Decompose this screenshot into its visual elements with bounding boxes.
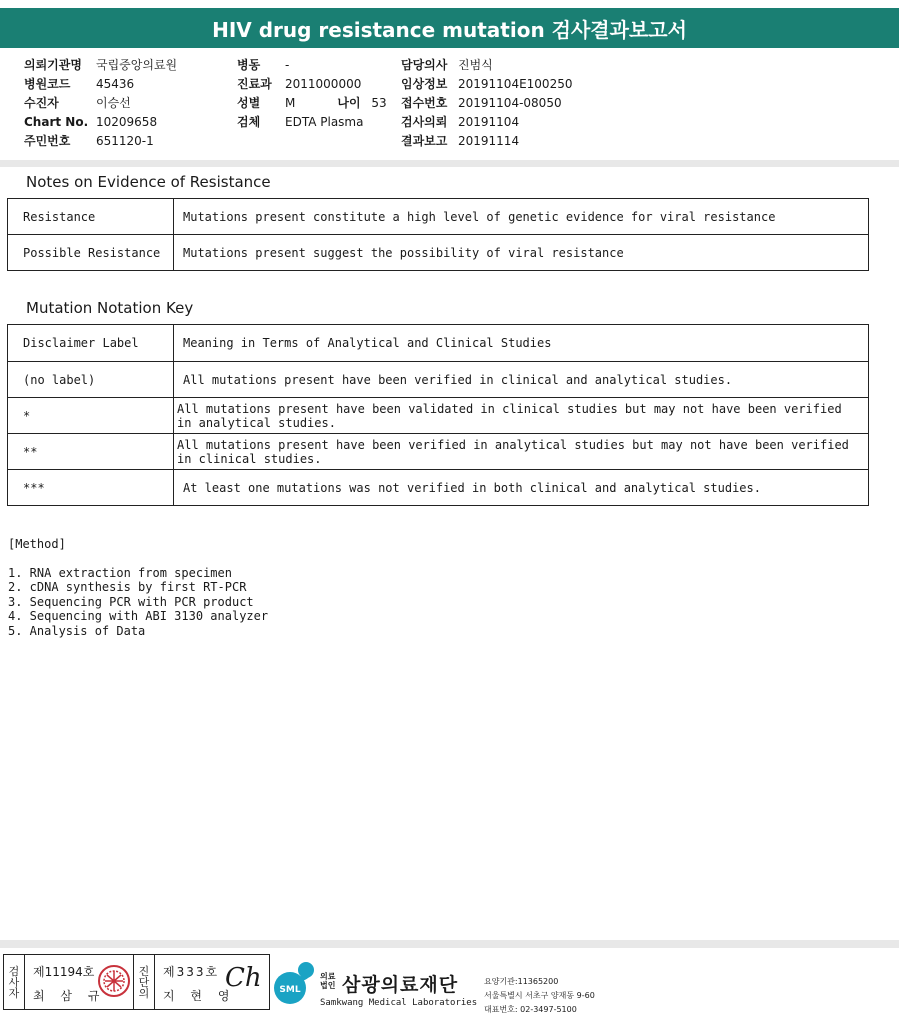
notation-meaning: All mutations present have been verified in clinical and analytical studies. xyxy=(174,362,869,398)
info-label: 진료과 xyxy=(237,77,272,91)
reviewer-name: 지 현 영 xyxy=(163,989,236,1003)
info-value: 국립중앙의료원 xyxy=(96,58,178,72)
info-row-test-request-date xyxy=(401,113,572,132)
info-label: 결과보고 xyxy=(401,134,448,148)
method-heading: [Method] xyxy=(8,537,66,551)
notation-label: ** xyxy=(8,434,174,470)
info-value: EDTA Plasma xyxy=(285,115,364,129)
info-row-receipt-number xyxy=(401,94,572,113)
examiner-name: 최 삼 규 xyxy=(33,989,106,1003)
info-value: 651120-1 xyxy=(96,134,154,148)
evidence-table xyxy=(7,198,869,271)
handwritten-signature: Ch xyxy=(225,963,262,993)
table-row xyxy=(8,199,869,235)
sml-logo-icon xyxy=(270,958,318,1006)
table-header-row xyxy=(8,325,869,362)
section-divider xyxy=(0,160,899,167)
org-type: 의료 법인 xyxy=(320,972,336,990)
evidence-meaning: Mutations present suggest the possibility of viral resistance xyxy=(174,235,869,271)
reviewer-cell xyxy=(155,955,269,1009)
method-section xyxy=(8,537,268,638)
info-row-physician xyxy=(401,56,572,75)
info-label: Chart No. xyxy=(24,115,89,129)
info-label: 검사의뢰 xyxy=(401,115,448,129)
svg-text:SML: SML xyxy=(279,985,301,995)
info-value: - xyxy=(285,58,290,72)
table-row xyxy=(8,470,869,506)
org-name-english: Samkwang Medical Laboratories xyxy=(320,998,478,1008)
table-row xyxy=(8,362,869,398)
examiner-cell xyxy=(25,955,134,1009)
info-value: 20191114 xyxy=(458,134,520,148)
notation-section-title: Mutation Notation Key xyxy=(26,299,194,317)
reviewer-label: 진 단 의 xyxy=(134,955,155,1009)
info-label: 병원코드 xyxy=(24,77,71,91)
notation-label: *** xyxy=(8,470,174,506)
evidence-label: Resistance xyxy=(8,199,174,235)
info-row-chart-no xyxy=(24,113,177,132)
info-value: 2011000000 xyxy=(285,77,362,91)
notation-header-label: Disclaimer Label xyxy=(8,325,174,362)
age-label: 나이 xyxy=(337,96,361,110)
info-value: 20191104E100250 xyxy=(458,77,573,91)
patient-info-column-c xyxy=(401,56,572,151)
notation-meaning: All mutations present have been validated in clinical studies but may not have been verified in analytical studies. xyxy=(174,398,869,434)
notation-meaning: At least one mutations was not verified in both clinical and analytical studies. xyxy=(174,470,869,506)
footer-divider xyxy=(0,940,899,948)
info-label: 검체 xyxy=(237,115,261,129)
notation-label: (no label) xyxy=(8,362,174,398)
method-step: 1. RNA extraction from specimen xyxy=(8,565,232,580)
notation-label: * xyxy=(8,398,174,434)
method-step: 3. Sequencing PCR with PCR product xyxy=(8,594,254,609)
lab-phone: 대표번호: 02-3497-5100 xyxy=(484,1005,577,1014)
table-row xyxy=(8,398,869,434)
method-step: 2. cDNA synthesis by first RT-PCR xyxy=(8,580,247,594)
info-value: 이승선 xyxy=(96,96,131,110)
patient-info-column-b xyxy=(237,56,387,132)
notation-header-meaning: Meaning in Terms of Analytical and Clinical Studies xyxy=(174,325,869,362)
info-label: 주민번호 xyxy=(24,134,71,148)
info-value: 20191104-08050 xyxy=(458,96,562,110)
info-row-report-date xyxy=(401,132,572,151)
evidence-section-title: Notes on Evidence of Resistance xyxy=(26,173,271,191)
info-row-hospital-code xyxy=(24,75,177,94)
report-footer xyxy=(0,940,899,1020)
info-label: 임상정보 xyxy=(401,77,448,91)
table-row xyxy=(8,434,869,470)
report-title: HIV drug resistance mutation 검사결과보고서 xyxy=(0,8,899,48)
seal-stamp-icon xyxy=(97,963,131,999)
signature-box xyxy=(3,954,270,1010)
method-step: 5. Analysis of Data xyxy=(8,623,146,638)
notation-table xyxy=(7,324,869,506)
notation-meaning: All mutations present have been verified in analytical studies but may not have been verified in clinical studies. xyxy=(174,434,869,470)
info-label: 수진자 xyxy=(24,96,59,110)
info-row-department xyxy=(237,75,387,94)
evidence-label: Possible Resistance xyxy=(8,235,174,271)
method-step: 4. Sequencing with ABI 3130 analyzer xyxy=(8,609,269,623)
institution-code: 요양기관:11365200 xyxy=(484,977,559,986)
info-value: M xyxy=(285,96,296,110)
evidence-meaning: Mutations present constitute a high level of genetic evidence for viral resistance xyxy=(174,199,869,235)
info-row-sex-age xyxy=(237,94,387,113)
info-value: 20191104 xyxy=(458,115,520,129)
info-value: 45436 xyxy=(96,77,135,91)
info-value: 10209658 xyxy=(96,115,158,129)
info-label: 접수번호 xyxy=(401,96,448,110)
examiner-license: 제11194호 xyxy=(33,965,95,979)
info-row-ward xyxy=(237,56,387,75)
info-label: 의뢰기관명 xyxy=(24,58,82,72)
info-value: 진범식 xyxy=(458,58,493,72)
info-label: 병동 xyxy=(237,58,261,72)
lab-brand xyxy=(270,954,595,1014)
table-row xyxy=(8,235,869,271)
info-row-requesting-institution xyxy=(24,56,177,75)
info-row-specimen xyxy=(237,113,387,132)
reviewer-license: 제333호 xyxy=(163,965,220,979)
info-row-patient-name xyxy=(24,94,177,113)
patient-info-column-a xyxy=(24,56,177,151)
info-label: 담당의사 xyxy=(401,58,448,72)
org-name: 삼광의료재단 xyxy=(342,974,459,996)
info-row-resident-number xyxy=(24,132,177,151)
info-row-clinical-info xyxy=(401,75,572,94)
examiner-label: 검 사 자 xyxy=(4,955,25,1009)
lab-address: 서울특별시 서초구 양재동 9-60 xyxy=(484,991,595,1000)
info-label: 성별 xyxy=(237,96,261,110)
age-value: 53 xyxy=(371,96,387,110)
